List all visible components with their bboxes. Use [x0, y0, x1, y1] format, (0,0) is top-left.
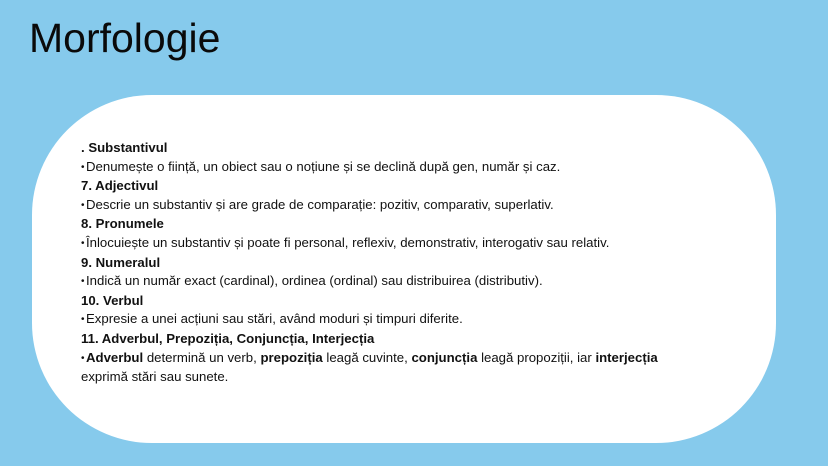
section-heading-numeralul: 9. Numeralul — [81, 254, 161, 270]
section-text-adjectivul: •Descrie un substantiv și are grade de comparație: pozitiv, comparativ, superlativ. — [81, 196, 721, 216]
section-text-verbul: •Expresie a unei acțiuni sau stări, având moduri și timpuri diferite. — [81, 310, 721, 330]
section-heading-invariabile: 11. Adverbul, Prepoziția, Conjuncția, Interjecția — [81, 330, 375, 346]
section-text-invariabile-continued: exprimă stări sau sunete. — [81, 369, 229, 385]
term-adverbul: Adverbul — [86, 349, 144, 365]
bullet-icon: • — [81, 237, 85, 249]
slide-title: Morfologie — [29, 15, 221, 61]
bullet-icon: • — [81, 161, 85, 173]
term-interjectia: interjecția — [595, 349, 658, 365]
bullet-icon: • — [81, 276, 85, 288]
section-heading-pronumele: 8. Pronumele — [81, 216, 164, 232]
section-heading-substantivul: . Substantivul — [81, 140, 168, 155]
bullet-icon: • — [81, 199, 85, 211]
term-prepozitia: prepoziția — [260, 349, 323, 365]
section-text-invariabile: •Adverbul determină un verb, prepoziția leagă cuvinte, conjuncția leagă propoziții, iar interjecția — [81, 349, 721, 369]
section-text-pronumele: •Înlocuiește un substantiv și poate fi personal, reflexiv, demonstrativ, interogativ sau relativ. — [81, 234, 721, 254]
bullet-icon: • — [81, 352, 85, 364]
section-heading-verbul: 10. Verbul — [81, 292, 144, 308]
section-text-numeralul: •Indică un număr exact (cardinal), ordinea (ordinal) sau distribuirea (distributiv). — [81, 272, 721, 292]
bullet-icon: • — [81, 314, 85, 326]
content-text — [81, 139, 721, 387]
section-text-substantivul: •Denumește o ființă, un obiect sau o noțiune și se declină după gen, număr și caz. — [81, 158, 721, 178]
term-conjunctia: conjuncția — [411, 349, 478, 365]
section-heading-adjectivul: 7. Adjectivul — [81, 178, 159, 194]
